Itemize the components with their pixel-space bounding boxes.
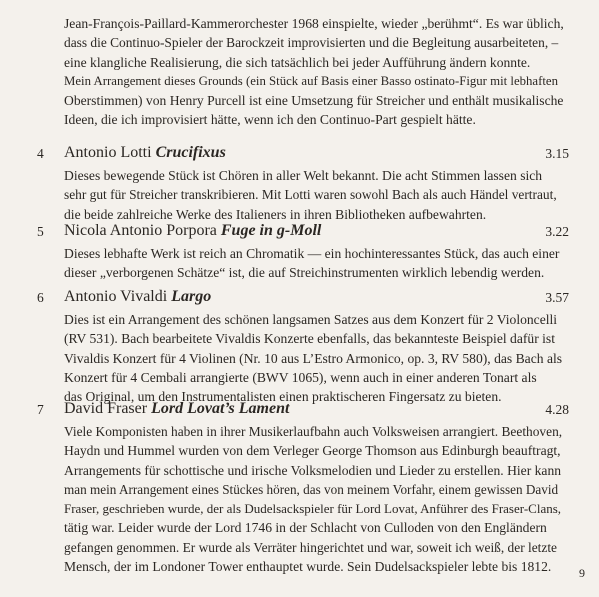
track-description bbox=[64, 310, 562, 406]
page-number: 9 bbox=[579, 566, 585, 580]
work-title: Lord Lovat’s Lament bbox=[151, 400, 290, 417]
text-line: Arrangements für schottische und irische Volksmelodien und Lieder zu erstellen. Hier kann bbox=[64, 462, 562, 478]
text-line: dieser „verborgenen Schätze“ ist, die auf Streichinstrumenten wirklich lebendig werden. bbox=[64, 265, 545, 281]
track-heading bbox=[64, 288, 211, 306]
text-line: man mein Arrangement eines Stückes hören, das von meinem Vorfahr, einem gewissen David bbox=[64, 481, 559, 497]
text-line: Haydn und Hummel wurden von dem Verleger George Thomson aus Edinburgh beauftragt, bbox=[64, 443, 561, 459]
text-line: sehr gut für Streicher transkribieren. Mit Lotti waren sowohl Bach als auch Händel vertraut, bbox=[64, 187, 557, 203]
text-line: Viele Komponisten haben in ihrer Musikerlaufbahn auch Volksweisen arrangiert. Beethoven, bbox=[64, 424, 563, 439]
text-line: Oberstimmen) von Henry Purcell ist eine Umsetzung für Streicher und enthält musikalische bbox=[64, 93, 564, 109]
track-number: 6 bbox=[37, 290, 44, 305]
track-duration: 4.28 bbox=[545, 402, 569, 417]
composer-name: Antonio Vivaldi bbox=[64, 288, 168, 305]
composer-name: David Fraser bbox=[64, 400, 148, 417]
text-line: eine klangliche Realisierung, die sich tatsächlich bei jeder Aufführung ändern konnte. bbox=[64, 54, 531, 70]
work-title: Fuge in g-Moll bbox=[220, 222, 322, 239]
track-description bbox=[64, 166, 562, 224]
text-line: (RV 531). Bach bearbeitete Vivaldis Konzerte ebenfalls, das bekannteste Beispiel dafür ist bbox=[64, 331, 555, 347]
text-line: Ideen, die ich improvisiert hätte, wenn ich den Continuo-Part gespielt hätte. bbox=[64, 112, 476, 128]
track-description bbox=[64, 422, 562, 576]
track-duration: 3.22 bbox=[545, 224, 569, 239]
text-line: Mensch, der im Londoner Tower enthauptet wurde. Sein Dudelsackspieler lebte bis 1812. bbox=[64, 559, 552, 575]
text-line: tätig war. Leider wurde der Lord 1746 in der Schlacht von Culloden von den Engländern bbox=[64, 520, 547, 536]
composer-name: Antonio Lotti bbox=[64, 144, 152, 161]
composer-name: Nicola Antonio Porpora bbox=[64, 222, 217, 239]
text-line: gefangen genommen. Er wurde als Verräter hingerichtet und war, soweit ich weiß, der letzte bbox=[64, 539, 557, 555]
track-description bbox=[64, 244, 562, 283]
text-line: Jean-François-Paillard-Kammerorchester 1968 einspielte, wieder „berühmt“. Es war üblich, bbox=[64, 16, 564, 31]
text-line: Fraser, geschrieben wurde, der als Dudelsackspieler für Lord Lovat, Anführer des Fraser-Clans, bbox=[64, 501, 562, 517]
work-title: Largo bbox=[171, 288, 212, 305]
text-line: dass die Continuo-Spieler der Barockzeit improvisierten und die Begleitung ausarbeiteten, – bbox=[64, 35, 559, 51]
text-line: Konzert für 4 Cembali arrangierte (BWV 1065), wenn auch in einer anderen Tonart als bbox=[64, 369, 537, 385]
text-line: Mein Arrangement dieses Grounds (ein Stück auf Basis einer Basso ostinato-Figur mit lebhaften bbox=[64, 73, 559, 88]
text-line: Dieses bewegende Stück ist Chören in aller Welt bekannt. Die acht Stimmen lassen sich bbox=[64, 168, 543, 183]
work-title: Crucifixus bbox=[155, 144, 226, 161]
track-heading bbox=[64, 400, 289, 418]
track-duration: 3.57 bbox=[545, 290, 569, 305]
text-line: Dieses lebhafte Werk ist reich an Chromatik — ein hochinteressantes Stück, das auch einer bbox=[64, 246, 560, 261]
intro-paragraph bbox=[64, 14, 564, 130]
track-heading bbox=[64, 144, 226, 162]
track-number: 5 bbox=[37, 224, 44, 239]
text-line: die beide zahlreiche Werke des Italieners in ihren Bibliotheken aufbewahrten. bbox=[64, 206, 487, 222]
text-line: Dies ist ein Arrangement des schönen langsamen Satzes aus dem Konzert für 2 Violoncelli bbox=[64, 312, 558, 327]
track-number: 4 bbox=[37, 146, 44, 161]
text-line: Vivaldis Konzert für 4 Violinen (Nr. 10 aus L’Estro Armonico, op. 3, RV 580), das Bach als bbox=[64, 350, 563, 366]
track-number: 7 bbox=[37, 402, 44, 417]
track-heading bbox=[64, 222, 321, 240]
track-duration: 3.15 bbox=[545, 146, 569, 161]
text-line: das Original, um den Instrumentalisten einen praktischeren Fingersatz zu bieten. bbox=[64, 389, 502, 405]
